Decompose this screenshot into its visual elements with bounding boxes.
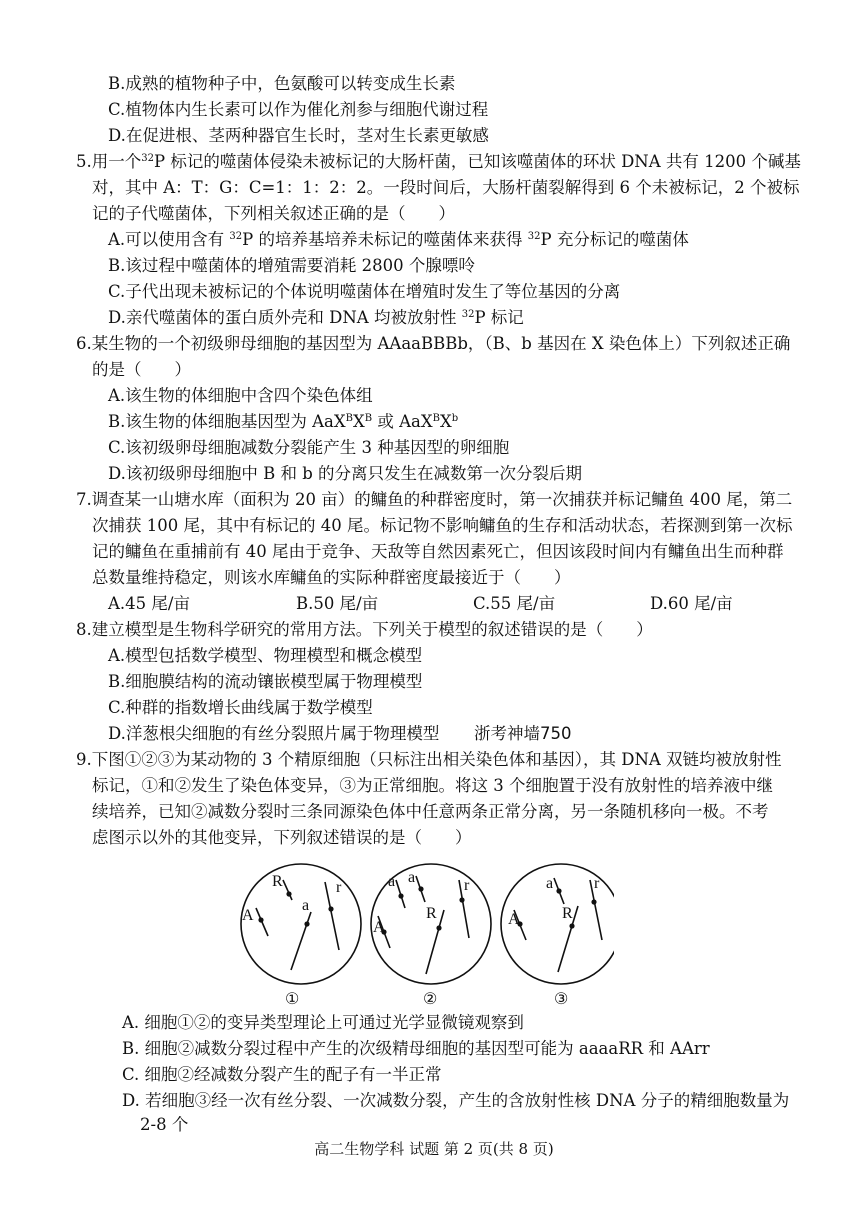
q7-option-d: D.60 尾/亩 bbox=[650, 594, 733, 613]
q5-option-b: B.该过程中噬菌体的增殖需要消耗 2800 个腺嘌呤 bbox=[108, 256, 475, 275]
q5-stem-text: P 标记的噬菌体侵染未被标记的大肠杆菌，已知该噬菌体的环状 DNA 共有 1200 个碱基 bbox=[153, 152, 801, 171]
q9-stem-line4: 虑图示以外的其他变异，下列叙述错误的是（ ） bbox=[92, 828, 472, 847]
q6-option-b bbox=[108, 411, 458, 433]
page-footer: 高二生物学科 试题 第 2 页(共 8 页) bbox=[314, 1140, 554, 1158]
q6-option-b-text: X bbox=[352, 412, 365, 431]
superscript: 32 bbox=[141, 153, 154, 164]
q5-option-a bbox=[108, 229, 689, 251]
q9-option-b: B. 细胞②减数分裂过程中产生的次级精母细胞的基因型可能为 aaaaRR 和 AArr bbox=[122, 1039, 710, 1058]
superscript: 32 bbox=[461, 309, 475, 320]
q5-option-a-text: P 的培养基培养未标记的噬菌体来获得 bbox=[242, 230, 528, 249]
q8-option-b: B.细胞膜结构的流动镶嵌模型属于物理模型 bbox=[108, 672, 423, 691]
q9-option-c: C. 细胞②经减数分裂产生的配子有一半正常 bbox=[122, 1065, 442, 1084]
q5-option-c: C.子代出现未被标记的个体说明噬菌体在增殖时发生了等位基因的分离 bbox=[108, 282, 621, 301]
q6-option-b-text: B.该生物的体细胞基因型为 AaX bbox=[108, 412, 346, 431]
cell-2-gene-a2: a bbox=[408, 869, 416, 886]
q5-option-d-text: P 标记 bbox=[474, 308, 524, 327]
cell-3-gene-a: a bbox=[546, 875, 554, 892]
q5-stem-line3: 记的子代噬菌体，下列相关叙述正确的是（ ） bbox=[92, 204, 455, 223]
superscript: B bbox=[432, 413, 440, 424]
q6-stem-line1: 6.某生物的一个初级卵母细胞的基因型为 AAaaBBBb，（B、b 基因在 X 染色体上）下列叙述正确 bbox=[76, 334, 791, 353]
q4-option-c: C.植物体内生长素可以作为催化剂参与细胞代谢过程 bbox=[108, 100, 489, 119]
q6-option-b-text: 或 AaX bbox=[372, 412, 433, 431]
cell-3 bbox=[501, 864, 614, 1008]
q7-stem-line3: 记的鳙鱼在重捕前有 40 尾由于竞争、天敌等自然因素死亡，但因该段时间内有鳙鱼出生而种群 bbox=[92, 542, 784, 561]
cell-1-gene-a: a bbox=[302, 897, 310, 914]
watermark-text: 浙考神墙750 bbox=[474, 724, 572, 743]
q4-option-b: B.成熟的植物种子中，色氨酸可以转变成生长素 bbox=[108, 74, 456, 93]
cell-2-label: ② bbox=[423, 991, 438, 1008]
q9-option-d-line1: D. 若细胞③经一次有丝分裂、一次减数分裂，产生的含放射性核 DNA 分子的精细胞数量为 bbox=[122, 1091, 790, 1110]
q8-option-a: A.模型包括数学模型、物理模型和概念模型 bbox=[108, 646, 423, 665]
cell-2-gene-R: R bbox=[426, 905, 437, 922]
q7-stem-line4: 总数量维持稳定，则该水库鳙鱼的实际种群密度最接近于（ ） bbox=[92, 568, 571, 587]
q5-stem-line2: 对，其中 A：T：G：C=1：1：2：2。一段时间后，大肠杆菌裂解得到 6 个未被标记，2 个被标 bbox=[92, 178, 800, 197]
cell-2-gene-r: r bbox=[464, 877, 470, 894]
q6-option-b-text: X bbox=[439, 412, 452, 431]
q7-option-c: C.55 尾/亩 bbox=[473, 594, 556, 613]
q5-stem-line1 bbox=[76, 151, 801, 173]
superscript: 32 bbox=[229, 231, 243, 242]
q9-stem-line2: 标记，①和②发生了染色体变异，③为正常细胞。将这 3 个细胞置于没有放射性的培养液中继 bbox=[92, 776, 773, 795]
q5-option-a-text: A.可以使用含有 bbox=[108, 230, 230, 249]
q6-stem-line2: 的是（ ） bbox=[92, 360, 191, 379]
q7-option-b: B.50 尾/亩 bbox=[296, 594, 379, 613]
q5-option-d bbox=[108, 307, 524, 329]
cell-3-label: ③ bbox=[554, 991, 569, 1008]
cell-2-gene-A: A bbox=[373, 919, 385, 936]
cell-1-gene-A: A bbox=[242, 907, 254, 924]
cell-1-gene-r: r bbox=[336, 879, 342, 896]
cell-2-gene-a1: a bbox=[388, 873, 396, 890]
q5-stem-text: 5.用一个 bbox=[76, 152, 142, 171]
cell-1 bbox=[241, 864, 361, 1008]
q8-option-c: C.种群的指数增长曲线属于数学模型 bbox=[108, 698, 373, 717]
cell-diagram bbox=[228, 852, 614, 1012]
q6-option-c: C.该初级卵母细胞减数分裂能产生 3 种基因型的卵细胞 bbox=[108, 438, 510, 457]
q9-option-d-line2: 2-8 个 bbox=[140, 1115, 189, 1134]
q7-stem-line1: 7.调查某一山塘水库（面积为 20 亩）的鳙鱼的种群密度时，第一次捕获并标记鳙鱼 400 尾，第二 bbox=[76, 490, 793, 509]
cell-3-gene-r: r bbox=[594, 875, 600, 892]
cell-3-gene-A: A bbox=[508, 911, 520, 928]
cell-3-gene-R: R bbox=[562, 905, 573, 922]
q5-option-a-text: P 充分标记的噬菌体 bbox=[540, 230, 689, 249]
cell-1-gene-R: R bbox=[272, 873, 283, 890]
q7-option-a: A.45 尾/亩 bbox=[108, 594, 190, 613]
q8-stem: 8.建立模型是生物科学研究的常用方法。下列关于模型的叙述错误的是（ ） bbox=[76, 620, 653, 639]
q6-option-a: A.该生物的体细胞中含四个染色体组 bbox=[108, 386, 373, 405]
q5-option-d-text: D.亲代噬菌体的蛋白质外壳和 DNA 均被放射性 bbox=[108, 308, 462, 327]
q4-option-d: D.在促进根、茎两种器官生长时，茎对生长素更敏感 bbox=[108, 126, 489, 145]
q6-option-d: D.该初级卵母细胞中 B 和 b 的分离只发生在减数第一次分裂后期 bbox=[108, 464, 583, 483]
superscript: B bbox=[345, 413, 353, 424]
q9-option-a: A. 细胞①②的变异类型理论上可通过光学显微镜观察到 bbox=[122, 1013, 524, 1032]
q9-stem-line1: 9.下图①②③为某动物的 3 个精原细胞（只标注出相关染色体和基因），其 DNA 双链均被放射性 bbox=[76, 750, 782, 769]
cell-2 bbox=[371, 864, 491, 1008]
superscript: B bbox=[364, 413, 373, 424]
q9-stem-line3: 续培养，已知②减数分裂时三条同源染色体中任意两条正常分离，另一条随机移向一极。不考 bbox=[92, 802, 769, 821]
q7-stem-line2: 次捕获 100 尾，其中有标记的 40 尾。标记物不影响鳙鱼的生存和活动状态，若探测到第一次标 bbox=[92, 516, 793, 535]
superscript: 32 bbox=[527, 231, 541, 242]
q8-option-d: D.洋葱根尖细胞的有丝分裂照片属于物理模型 bbox=[108, 724, 440, 743]
cell-1-label: ① bbox=[285, 991, 300, 1008]
superscript: b bbox=[451, 413, 459, 424]
